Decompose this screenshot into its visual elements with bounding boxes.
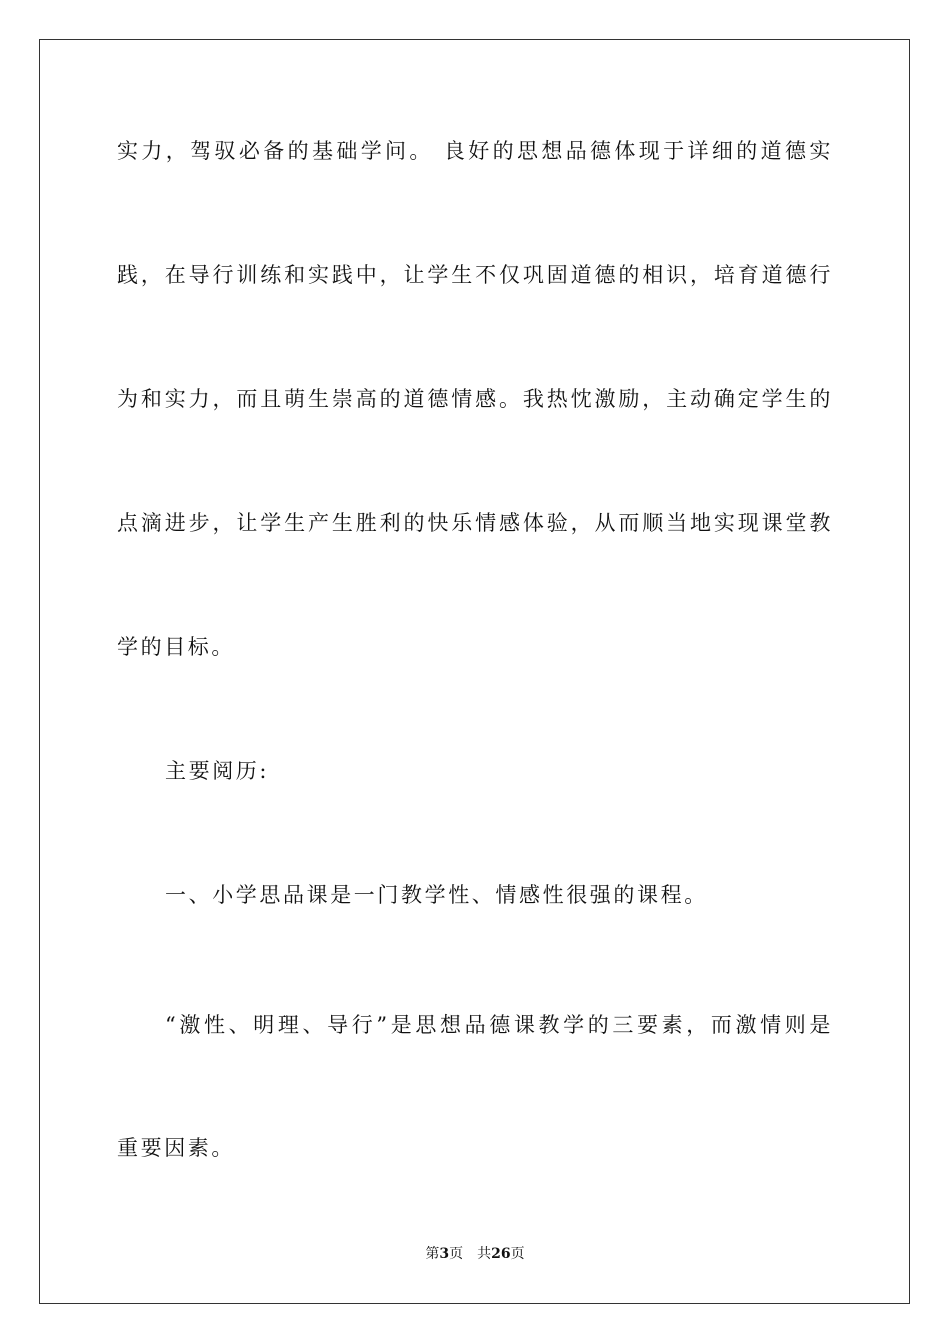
total-suffix: 页 xyxy=(510,1246,525,1262)
total-prefix: 共 xyxy=(477,1246,492,1262)
page-footer xyxy=(0,1244,950,1264)
page-suffix: 页 xyxy=(449,1246,464,1262)
paragraph-line: 学的目标。 xyxy=(117,635,235,659)
paragraph-line: 为和实力，而且萌生崇高的道德情感。我热忱激励，主动确定学生的 xyxy=(117,387,833,411)
page-border xyxy=(39,39,910,1304)
section-heading: 主要阅历: xyxy=(165,759,270,783)
page-prefix: 第 xyxy=(425,1246,440,1262)
paragraph-line: 践，在导行训练和实践中，让学生不仅巩固道德的相识，培育道德行 xyxy=(117,263,833,287)
paragraph-line: “激性、明理、导行”是思想品德课教学的三要素，而激情则是 xyxy=(165,1013,833,1037)
total-pages: 26 xyxy=(491,1246,511,1262)
paragraph-line: 重要因素。 xyxy=(117,1136,235,1160)
paragraph-line: 实力，驾驭必备的基础学问。 良好的思想品德体现于详细的道德实 xyxy=(117,139,833,163)
paragraph-line: 点滴进步，让学生产生胜利的快乐情感体验，从而顺当地实现课堂教 xyxy=(117,511,833,535)
paragraph-line: 一、小学思品课是一门教学性、情感性很强的课程。 xyxy=(165,883,708,907)
page-number: 3 xyxy=(439,1246,450,1262)
